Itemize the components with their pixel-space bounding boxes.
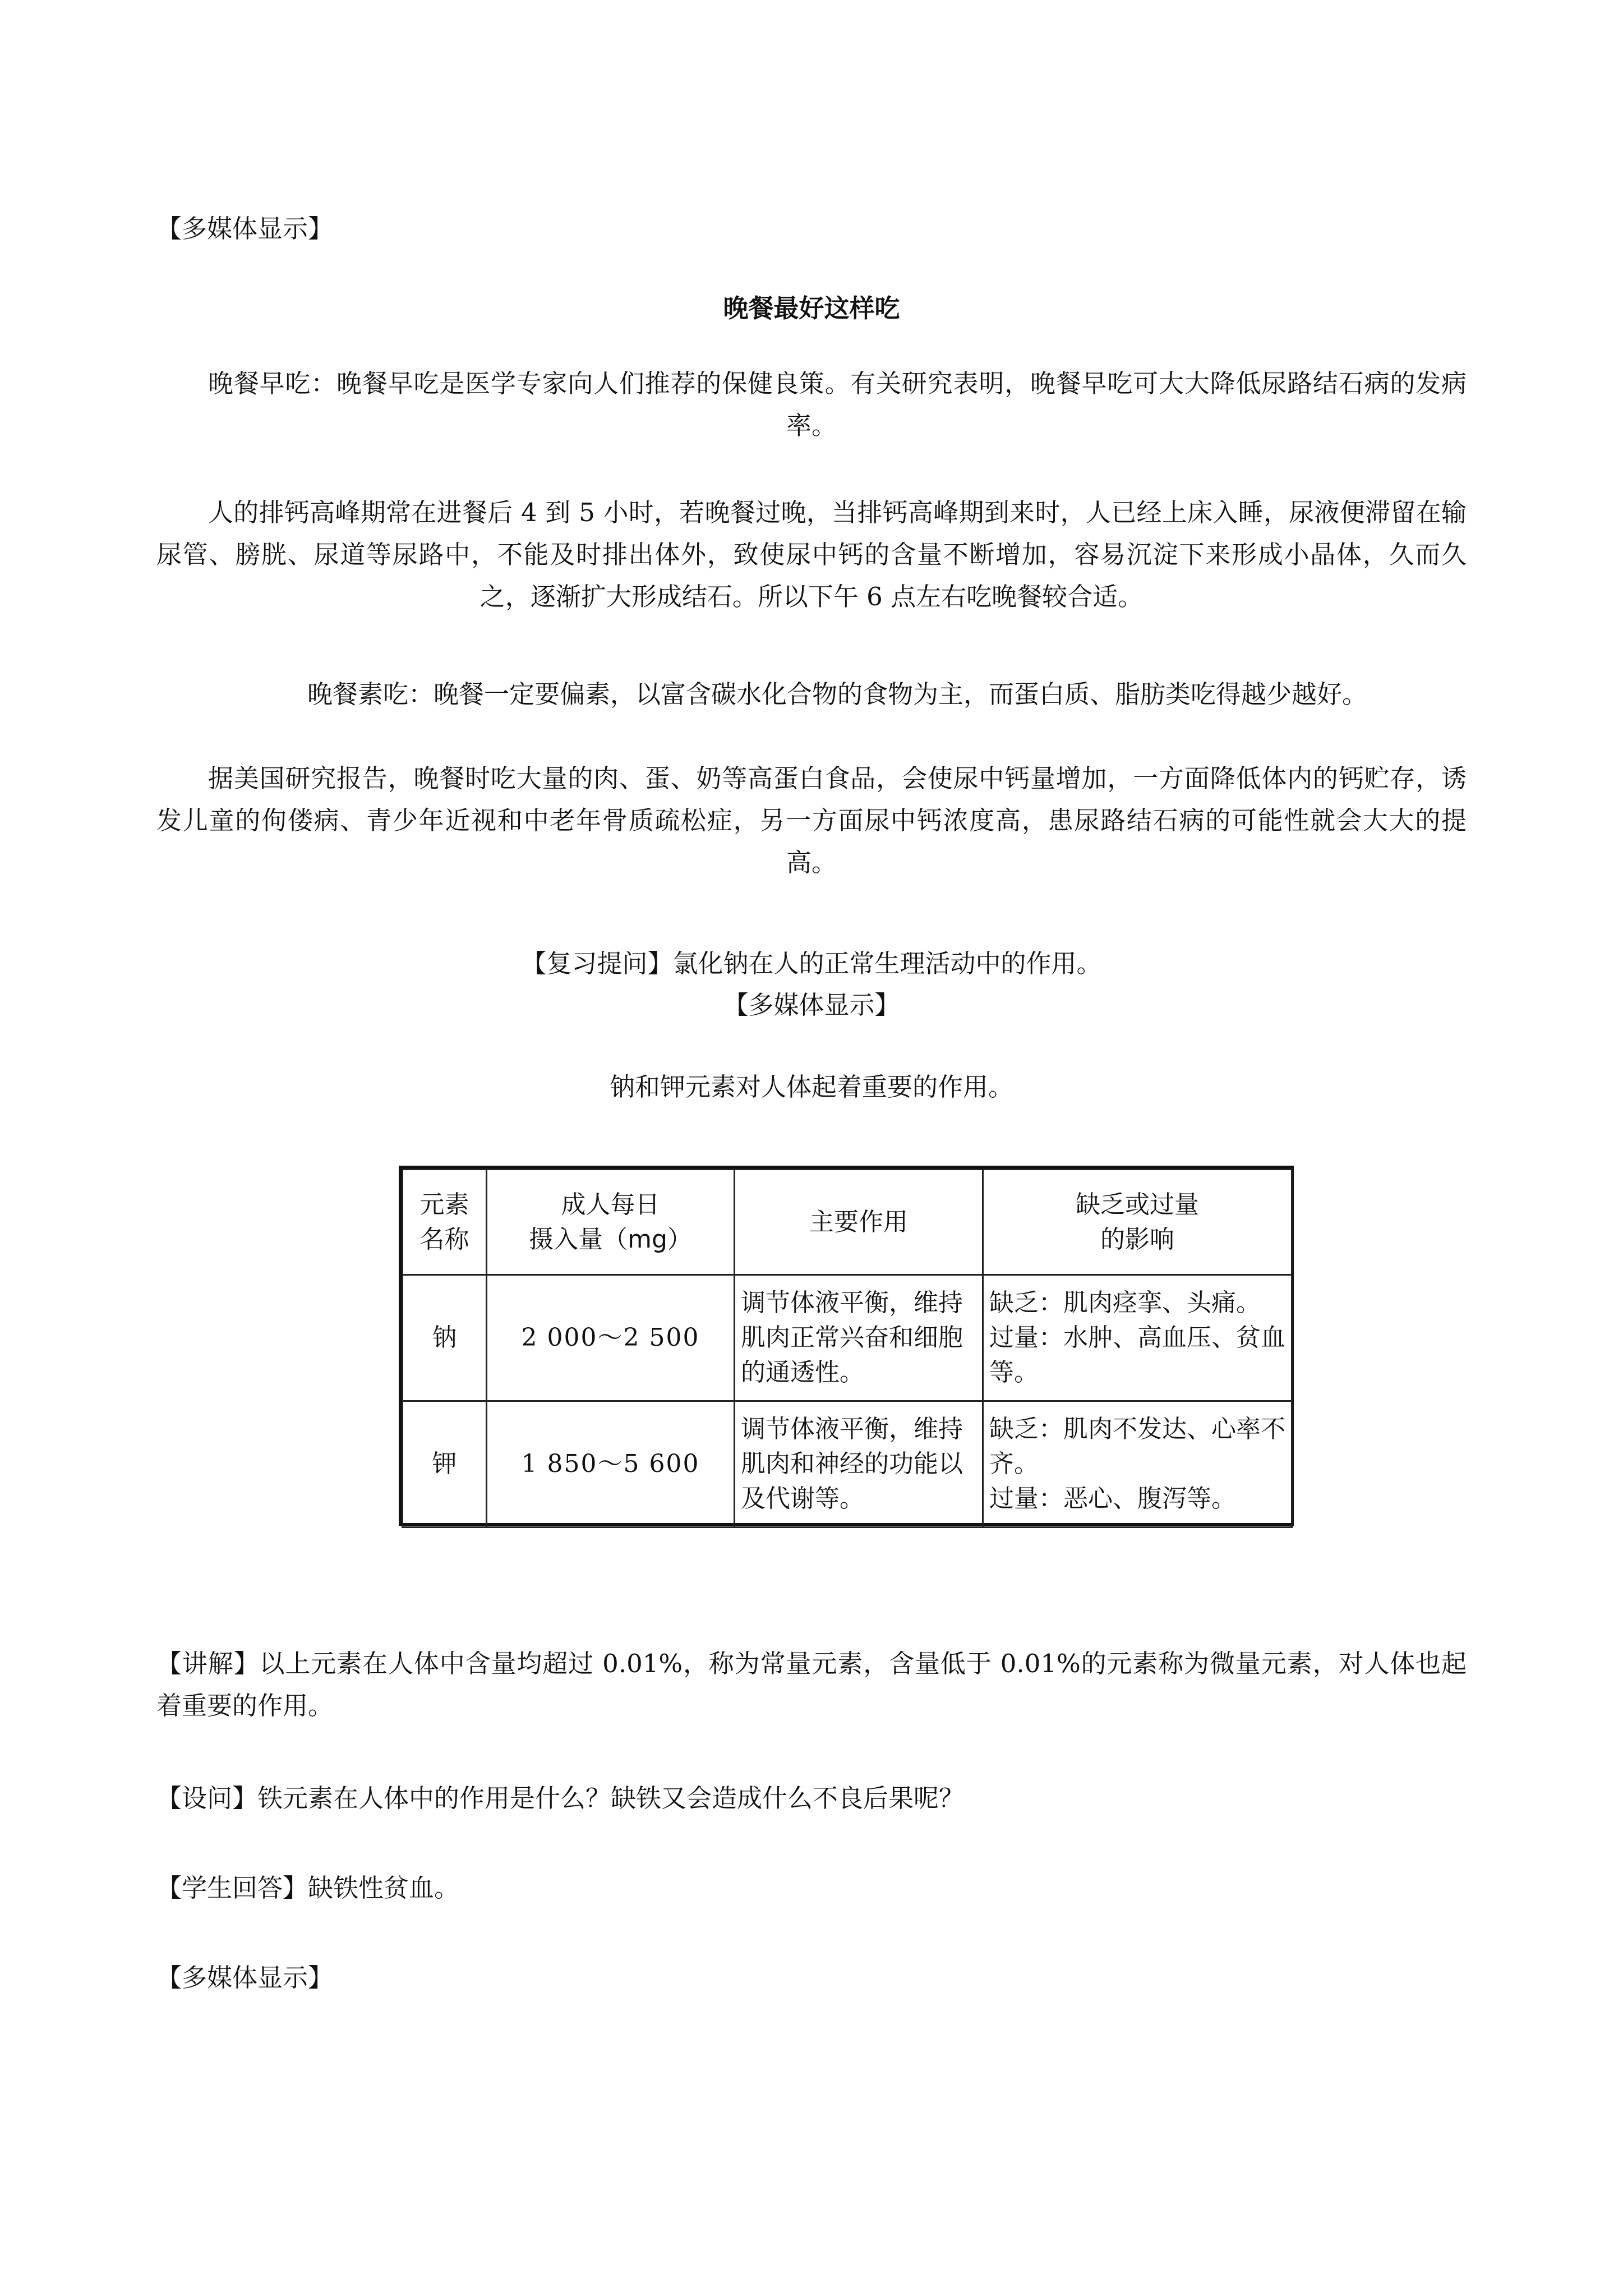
article-title: 晚餐最好这样吃 [723,293,900,323]
header-intake-line1: 成人每日 [561,1190,660,1219]
header-element-line1: 元素 [419,1190,469,1219]
row-role: 调节体液平衡，维持肌肉和神经的功能以及代谢等。 [735,1401,983,1527]
row-effect-lack: 缺乏：肌肉痉挛、头痛。 [989,1289,1261,1317]
question: 【设问】铁元素在人体中的作用是什么？缺铁又会造成什么不良后果呢？ [156,1783,965,1813]
header-element-line2: 名称 [419,1225,469,1254]
multimedia-heading-2: 【多媒体显示】 [723,990,900,1020]
element-table-grid [402,1168,1293,1528]
table-row [403,1401,1292,1527]
paragraph-3-text: 晚餐素吃：晚餐一定要偏素，以富含碳水化合物的食物为主，而蛋白质、脂肪类吃得越少越好。 [307,679,1367,709]
header-effect-line2: 的影响 [1100,1225,1174,1254]
header-effect-line1: 缺乏或过量 [1076,1190,1199,1219]
table-caption: 钠和钾元素对人体起着重要的作用。 [609,1072,1013,1102]
paragraph-2 [156,491,1467,618]
explain-text: 【讲解】以上元素在人体中含量均超过 0.01%，称为常量元素，含量低于 0.01%的元素称为微量元素，对人体也起着重要的作用。 [156,1649,1467,1720]
paragraph-3 [156,673,1467,715]
row-intake: 1 850～5 600 [487,1401,735,1527]
table-header-row [403,1170,1292,1275]
row-intake: 2 000～2 500 [487,1275,735,1401]
paragraph-1 [156,362,1467,447]
header-intake [487,1170,735,1275]
explain-block [156,1642,1467,1727]
multimedia-heading-3: 【多媒体显示】 [156,1963,334,1993]
paragraph-1-text: 晚餐早吃：晚餐早吃是医学专家向人们推荐的保健良策。有关研究表明，晚餐早吃可大大降低尿路结石病的发病率。 [208,369,1467,440]
header-effect [983,1170,1292,1275]
student-answer: 【学生回答】缺铁性贫血。 [156,1873,460,1903]
header-element [403,1170,487,1275]
row-element: 钾 [403,1401,487,1527]
header-intake-line2: 摄入量（mg） [529,1225,692,1254]
row-effect [983,1275,1292,1401]
review-question: 【复习提问】氯化钠在人的正常生理活动中的作用。 [521,949,1102,978]
row-effect-lack: 缺乏：肌肉不发达、心率不齐。 [989,1415,1285,1478]
paragraph-2-text: 人的排钙高峰期常在进餐后 4 到 5 小时，若晚餐过晚，当排钙高峰期到来时，人已经上床入睡，尿液便滞留在输尿管、膀胱、尿道等尿路中，不能及时排出体外，致使尿中钙的含量不断增加，容易沉淀下来形成小晶体，久而久之，逐渐扩大形成结石。所以下午 6 点左右吃晚餐较合适。 [156,498,1467,611]
row-effect-excess: 过量：恶心、腹泻等。 [989,1484,1236,1513]
row-element: 钠 [403,1275,487,1401]
paragraph-4-text: 据美国研究报告，晚餐时吃大量的肉、蛋、奶等高蛋白食品，会使尿中钙量增加，一方面降低体内的钙贮存，诱发儿童的佝偻病、青少年近视和中老年骨质疏松症，另一方面尿中钙浓度高，患尿路结石病的可能性就会大大的提高。 [156,763,1467,877]
paragraph-4 [156,757,1467,884]
row-role: 调节体液平衡，维持肌肉正常兴奋和细胞的通透性。 [735,1275,983,1401]
row-effect [983,1401,1292,1527]
element-table [399,1166,1294,1526]
multimedia-heading-1: 【多媒体显示】 [156,214,334,243]
table-row [403,1275,1292,1401]
header-role: 主要作用 [735,1170,983,1275]
row-effect-excess: 过量：水肿、高血压、贫血等。 [989,1323,1285,1387]
